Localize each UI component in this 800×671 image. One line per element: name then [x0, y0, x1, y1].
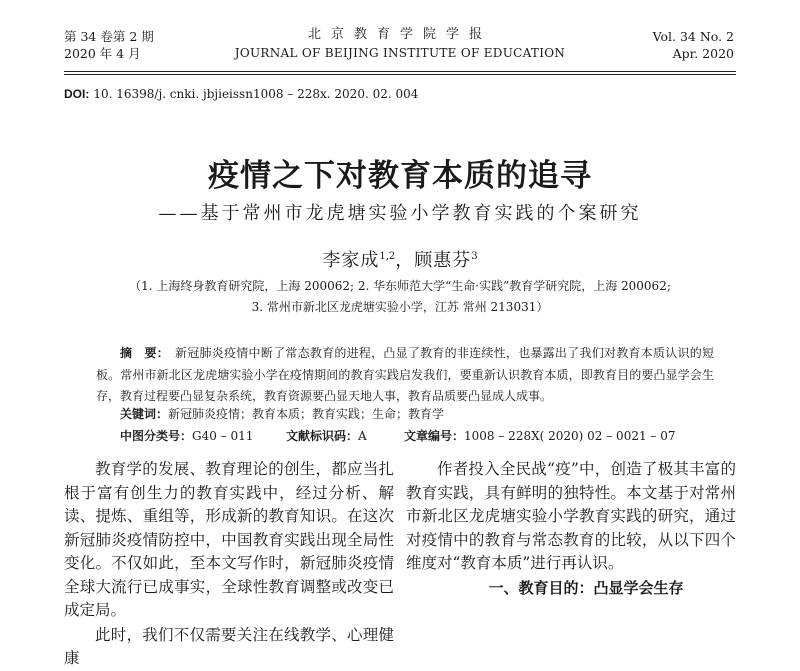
author-separator: ，	[395, 250, 415, 271]
header-rule-bottom	[64, 74, 736, 75]
body-column-right	[406, 458, 736, 600]
doi-value: 10. 16398/j. cnki. jbjieissn1008 – 228x. 2020. 02. 004	[93, 87, 419, 101]
body-paragraph: 教育学的发展、教育理论的创生，都应当扎根于富有创生力的教育实践中，经过分析、解读、提炼、重组等，形成新的教育知识。在这次新冠肺炎疫情防控中，中国教育实践出现全局性变化。不仅如此，至本文写作时，新冠肺炎疫情全球大流行已成事实，全球性教育调整或改变已成定局。	[64, 460, 394, 619]
journal-volume-info-en	[653, 28, 734, 62]
section-heading: 一、教育目的：凸显学会生存	[488, 578, 684, 597]
abstract	[96, 343, 714, 408]
keywords	[120, 405, 444, 422]
body-paragraph: 此时，我们不仅需要关注在线教学、心理健康	[64, 625, 394, 667]
doi-label: DOI:	[64, 87, 90, 101]
journal-name-chinese: 北京教育学院学报	[307, 27, 492, 42]
document-code-label: 文献标识码：	[286, 429, 359, 443]
header-rule-top	[64, 71, 736, 72]
keywords-text: 新冠肺炎疫情；教育本质；教育实践；生命；教育学	[168, 407, 445, 421]
author-line	[0, 246, 800, 272]
volume-issue: 第 34 卷第 2 期	[64, 29, 154, 44]
publication-date-en: Apr. 2020	[672, 46, 734, 61]
abstract-label: 摘 要：	[120, 346, 170, 360]
article-number	[404, 427, 676, 444]
document-code	[286, 427, 367, 444]
author-name: 顾惠芬	[414, 250, 472, 271]
affiliation-line: 3. 常州市新北区龙虎塘实验小学，江苏 常州 213031）	[251, 300, 549, 314]
affiliation-line: （1. 上海终身教育研究院，上海 200062; 2. 华东师范大学“生命·实践”教育学研究院，上海 200062;	[129, 279, 671, 293]
body-column-left	[64, 458, 394, 671]
journal-name-english: JOURNAL OF BEIJING INSTITUTE OF EDUCATION	[234, 46, 566, 60]
clc-number	[120, 427, 253, 444]
article-subtitle: ——基于常州市龙虎塘实验小学教育实践的个案研究	[158, 203, 642, 224]
author-name: 李家成	[322, 250, 380, 271]
body-paragraph: 作者投入全民战“疫”中，创造了极其丰富的教育实践，具有鲜明的独特性。本文基于对常州市新北区龙虎塘实验小学教育实践的研究，通过对疫情中的教育与常态教育的比较，从以下四个维度对“教育本质”进行再认识。	[406, 460, 736, 572]
clc-value: G40 – 011	[192, 429, 254, 443]
article-title: 疫情之下对教育本质的追寻	[208, 158, 592, 194]
article-number-value: 1008 – 228X( 2020) 02 – 0021 – 07	[464, 429, 676, 443]
publication-date: 2020 年 4 月	[64, 46, 141, 61]
volume-issue-en: Vol. 34 No. 2	[652, 29, 734, 44]
keywords-label: 关键词：	[120, 407, 169, 421]
document-code-value: A	[358, 429, 367, 443]
abstract-text: 新冠肺炎疫情中断了常态教育的进程，凸显了教育的非连续性，也暴露出了我们对教育本质认识的短板。常州市新北区龙虎塘实验小学在疫情期间的教育实践启发我们，要重新认识教育本质，即教育目的要凸显学会生存，教育过程要凸显复杂系统，教育资源要凸显天地人事，教育品质要凸显成人成事。	[96, 346, 714, 403]
article-number-label: 文章编号：	[404, 429, 465, 443]
author-affiliation-mark: 3	[471, 251, 478, 262]
doi-line	[64, 87, 418, 101]
clc-label: 中图分类号：	[120, 429, 193, 443]
author-affiliation-mark: 1,2	[379, 251, 396, 262]
